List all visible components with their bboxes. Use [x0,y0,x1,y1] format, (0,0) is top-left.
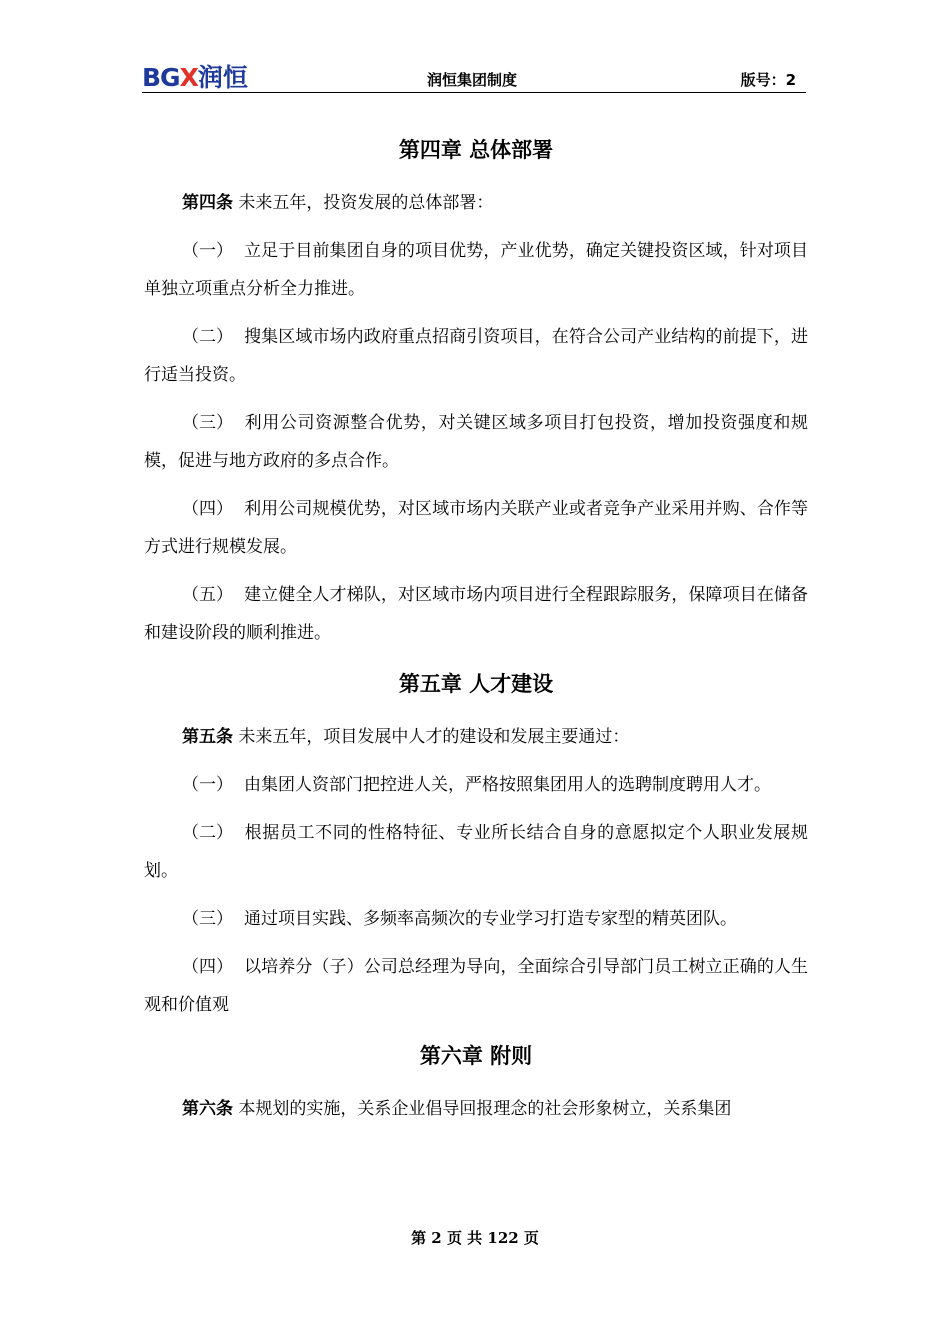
document-title: 润恒集团制度 [426,71,517,89]
document-body [144,128,808,1138]
item-text: 以培养分（子）公司总经理为导向，全面综合引导部门员工树立正确的人生观和价值观 [144,957,808,1015]
article-text: 未来五年，项目发展中人才的建设和发展主要通过： [233,727,630,747]
article-label: 第五条 [182,727,233,747]
list-item [144,948,808,1024]
page-number: 第 2 页 共 122 页 [411,1229,539,1247]
item-number: （二） [182,823,233,843]
item-text: 建立健全人才梯队，对区域市场内项目进行全程跟踪服务，保障项目在储备和建设阶段的顺利推进。 [144,585,808,643]
item-number: （三） [182,413,233,433]
item-text: 利用公司规模优势，对区域市场内关联产业或者竞争产业采用并购、合作等方式进行规模发展。 [144,499,808,557]
page-header [142,62,806,93]
item-text: 利用公司资源整合优势，对关键区域多项目打包投资，增加投资强度和规模，促进与地方政府的多点合作。 [144,413,808,471]
list-item [144,318,808,394]
company-logo: BGX润恒 [142,63,248,92]
item-text: 根据员工不同的性格特征、专业所长结合自身的意愿拟定个人职业发展规划。 [144,823,808,881]
chapter-heading: 第六章 附则 [419,1044,533,1068]
version-number: 版号：2 [740,71,796,89]
article-intro [144,184,808,222]
article-intro [144,718,808,756]
item-number: （二） [182,327,233,347]
item-number: （五） [182,585,233,605]
item-text: 通过项目实践、多频率高频次的专业学习打造专家型的精英团队。 [244,909,737,929]
list-item [144,576,808,652]
list-item [144,404,808,480]
list-item [144,766,808,804]
article-text: 未来五年，投资发展的总体部署： [233,193,494,213]
item-text: 搜集区域市场内政府重点招商引资项目，在符合公司产业结构的前提下，进行适当投资。 [144,327,808,385]
item-number: （一） [182,241,233,261]
item-number: （三） [182,909,233,929]
item-text: 立足于目前集团自身的项目优势，产业优势，确定关键投资区域，针对项目单独立项重点分析全力推进。 [144,241,808,299]
list-item [144,232,808,308]
article-label: 第六条 [182,1099,233,1119]
item-number: （四） [182,957,233,977]
list-item [144,900,808,938]
list-item [144,814,808,890]
article-intro [144,1090,808,1128]
chapter-heading: 第五章 人才建设 [398,672,554,696]
item-number: （一） [182,775,233,795]
chapter-heading: 第四章 总体部署 [398,138,554,162]
item-number: （四） [182,499,233,519]
list-item [144,490,808,566]
article-text: 本规划的实施，关系企业倡导回报理念的社会形象树立，关系集团 [233,1099,732,1119]
article-label: 第四条 [182,193,233,213]
item-text: 由集团人资部门把控进人关，严格按照集团用人的选聘制度聘用人才。 [244,775,771,795]
